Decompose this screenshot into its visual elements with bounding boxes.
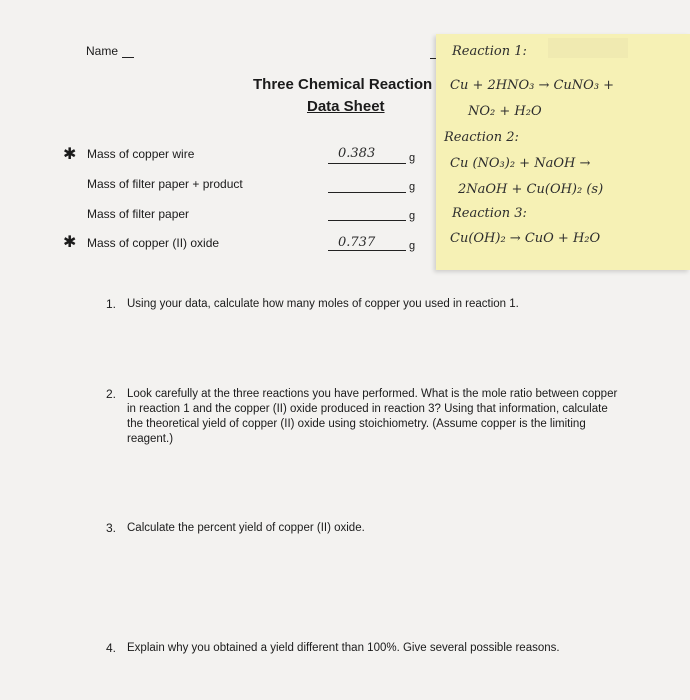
value-line [328, 220, 406, 221]
sticky-note-fold [548, 38, 628, 58]
question-number: 3. [106, 521, 117, 535]
value-line [328, 250, 406, 251]
reaction-3-heading: Reaction 3: [452, 206, 527, 221]
reaction-3-equation: Cu(OH)₂ → CuO + H₂O [450, 231, 601, 246]
reaction-1-equation: Cu + 2HNO₃ → CuNO₃ + [450, 78, 615, 93]
reaction-1-heading: Reaction 1: [452, 44, 527, 59]
name-underline [122, 57, 134, 58]
question-number: 4. [106, 641, 117, 655]
row-label: Mass of filter paper + product [87, 177, 243, 191]
row-value[interactable]: 0.383 [338, 146, 376, 161]
row-label: Mass of filter paper [87, 207, 190, 221]
question-number: 2. [106, 387, 117, 401]
question-4-text: Explain why you obtained a yield different than 100%. Give several possible reasons. [127, 642, 560, 654]
reaction-1-products: NO₂ + H₂O [468, 104, 542, 119]
star-mark-icon: ✱ [63, 234, 77, 251]
reaction-2-heading: Reaction 2: [444, 130, 519, 145]
value-line [328, 163, 406, 164]
dash-mark [430, 58, 436, 59]
reaction-2-products: 2NaOH + Cu(OH)₂ (s) [458, 182, 604, 197]
question-number: 1. [106, 297, 117, 311]
row-value[interactable]: 0.737 [338, 235, 376, 250]
row-unit: g [409, 210, 416, 222]
row-label: Mass of copper (II) oxide [87, 236, 220, 250]
value-line [328, 192, 406, 193]
page-subtitle: Data Sheet [307, 98, 385, 115]
question-2-text: Look carefully at the three reactions you have performed. What is the mole ratio between copper in reaction 1 and the copper (II) oxide produced in reaction 3? Using that information, calculate the theoretical yield of copper (II) oxide using stoichiometry. (Assume copper is the limiting reagent.) [127, 388, 618, 445]
question-3-text: Calculate the percent yield of copper (II) oxide. [127, 522, 365, 534]
reaction-2-equation: Cu (NO₃)₂ + NaOH → [450, 156, 591, 171]
name-label: Name [86, 44, 119, 58]
row-label: Mass of copper wire [87, 147, 195, 161]
row-unit: g [409, 152, 416, 164]
question-1-text: Using your data, calculate how many moles of copper you used in reaction 1. [127, 298, 519, 310]
star-mark-icon: ✱ [63, 146, 77, 163]
row-unit: g [409, 240, 416, 252]
page-title: Three Chemical Reaction [253, 76, 433, 93]
row-unit: g [409, 181, 416, 193]
